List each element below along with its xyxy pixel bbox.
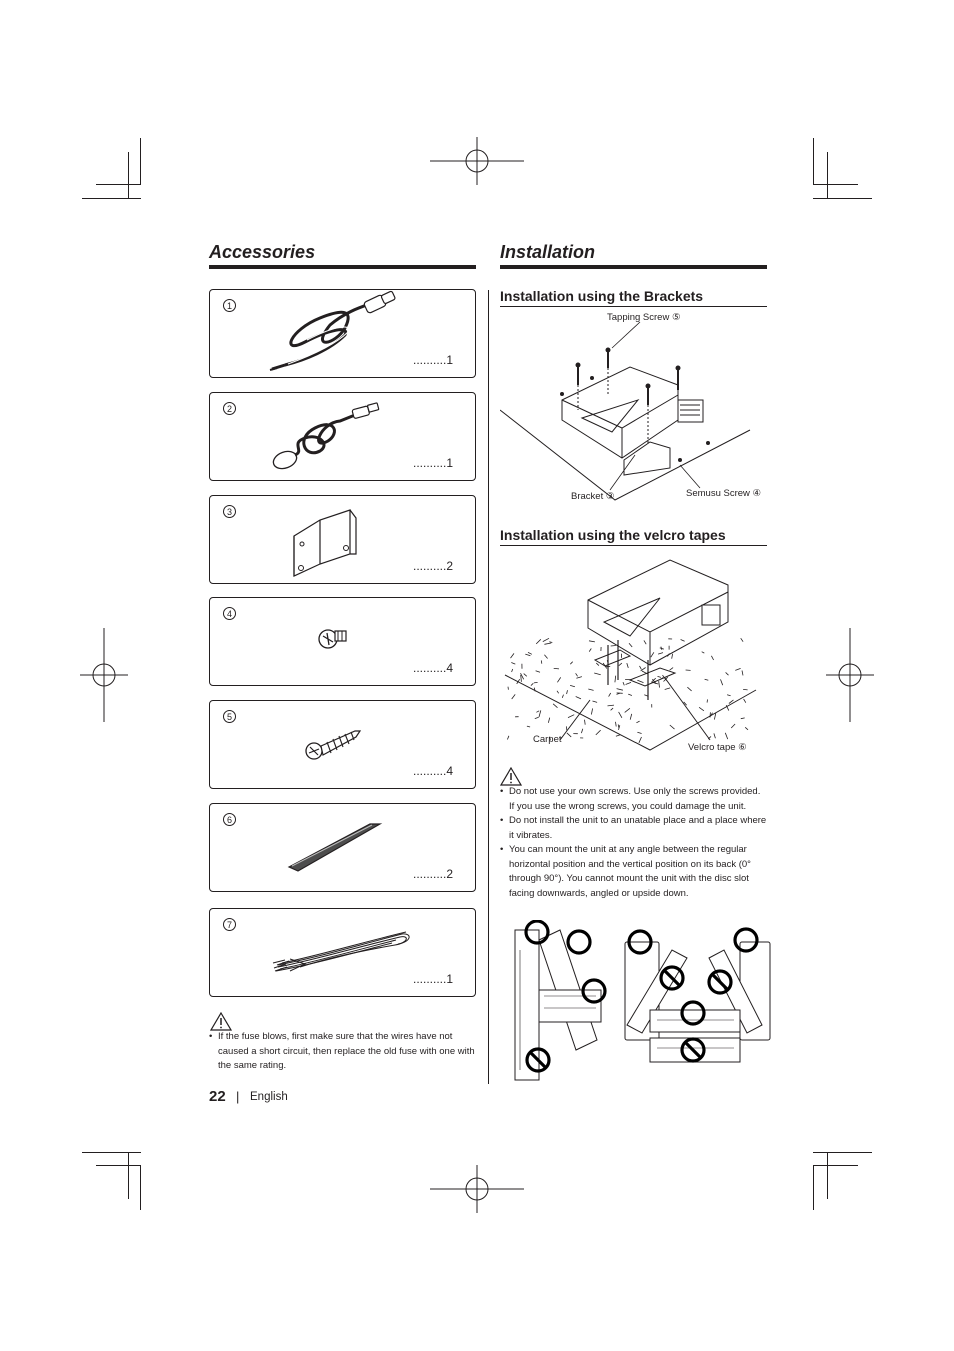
item-number: 7 — [223, 918, 236, 931]
item-number: 6 — [223, 813, 236, 826]
installation-title: Installation — [500, 242, 596, 262]
carpet-texture-stroke — [593, 701, 598, 702]
carpet-texture-stroke — [615, 676, 616, 683]
carpet-texture-stroke — [670, 725, 675, 729]
carpet-texture-stroke — [721, 679, 723, 685]
accessories-title: Accessories — [209, 242, 316, 262]
carpet-texture-stroke — [619, 712, 622, 718]
registration-mark-icon — [430, 1165, 524, 1213]
carpet-texture-stroke — [576, 673, 578, 676]
brackets-heading: Installation using the Brackets — [500, 288, 704, 304]
carpet-label: Carpet — [533, 734, 562, 745]
carpet-texture-stroke — [576, 697, 581, 699]
carpet-texture-stroke — [581, 729, 582, 733]
accessories-warning-list — [209, 1030, 477, 1074]
carpet-texture-stroke — [616, 735, 620, 737]
carpet-texture-stroke — [687, 687, 691, 691]
velcro-heading-rule — [500, 545, 767, 546]
carpet-texture-stroke — [714, 713, 715, 720]
carpet-texture-stroke — [659, 681, 660, 688]
carpet-texture-stroke — [525, 654, 530, 656]
column-divider — [488, 290, 489, 1084]
item-quantity: ..........1 — [413, 972, 454, 986]
carpet-texture-stroke — [637, 732, 641, 733]
item-number: 5 — [223, 710, 236, 723]
carpet-texture-stroke — [741, 718, 745, 719]
carpet-texture-stroke — [512, 669, 513, 672]
carpet-texture-stroke — [617, 689, 623, 691]
carpet-texture-stroke — [618, 724, 619, 727]
carpet-texture-stroke — [548, 718, 549, 723]
footer-separator: | — [236, 1089, 240, 1104]
carpet-texture-stroke — [670, 668, 674, 671]
carpet-texture-stroke — [628, 694, 632, 695]
warning-item: • If the fuse blows, first make sure that the wires have not caused a short circuit, then replace the old fuse with one with the same rating. — [209, 1030, 477, 1074]
accessory-item — [209, 392, 476, 481]
carpet-texture-stroke — [511, 653, 515, 658]
bracket-label: Bracket ③ — [571, 491, 615, 502]
carpet-texture-stroke — [608, 705, 615, 706]
carpet-texture-stroke — [611, 646, 616, 647]
carpet-texture-stroke — [570, 662, 572, 665]
tapping-screw-label: Tapping Screw ⑤ — [607, 312, 681, 323]
carpet-texture-stroke — [735, 668, 740, 670]
carpet-texture-stroke — [568, 715, 574, 718]
semusu-screw-label: Semusu Screw ④ — [686, 488, 762, 499]
footer-language: English — [250, 1091, 288, 1103]
carpet-texture-stroke — [534, 682, 538, 683]
warning-item: • Do not install the unit to an unatable place and a place where it vibrates. — [500, 814, 768, 843]
carpet-texture-stroke — [507, 736, 509, 740]
carpet-texture-stroke — [637, 680, 643, 682]
carpet-texture-stroke — [596, 663, 599, 666]
carpet-texture-stroke — [591, 708, 592, 714]
item-number: 1 — [223, 299, 236, 312]
carpet-texture-stroke — [623, 682, 624, 685]
carpet-texture-stroke — [544, 655, 547, 659]
item-quantity: ..........1 — [413, 353, 454, 367]
accessory-item — [209, 700, 476, 789]
registration-mark-icon — [826, 628, 874, 722]
carpet-texture-stroke — [639, 737, 642, 743]
carpet-texture-stroke — [585, 720, 586, 725]
carpet-texture-stroke — [702, 652, 705, 653]
installation-warning-list — [500, 785, 768, 901]
bracket-installation-diagram — [500, 310, 768, 510]
caution-icon — [210, 1012, 232, 1031]
accessory-item — [209, 908, 476, 997]
carpet-texture-stroke — [536, 711, 539, 713]
item-number: 3 — [223, 505, 236, 518]
accessories-title-rule — [209, 265, 476, 269]
carpet-texture-stroke — [553, 704, 557, 708]
carpet-texture-stroke — [531, 683, 533, 685]
brackets-heading-rule — [500, 306, 767, 307]
warning-item: • Do not use your own screws. Use only the screws provided. If you use the wrong screws, you could damage the unit. — [500, 785, 768, 814]
carpet-texture-stroke — [672, 654, 673, 659]
carpet-texture-stroke — [539, 710, 541, 717]
caution-icon — [500, 767, 522, 786]
carpet-texture-stroke — [521, 675, 522, 682]
carpet-texture-stroke — [594, 673, 601, 675]
mounting-angle-diagram — [512, 920, 772, 1084]
carpet-texture-stroke — [544, 643, 551, 644]
carpet-texture-stroke — [527, 726, 530, 727]
item-quantity: ..........1 — [413, 456, 454, 470]
carpet-texture-stroke — [596, 730, 601, 735]
carpet-texture-stroke — [567, 690, 568, 694]
carpet-texture-stroke — [625, 708, 630, 712]
accessory-item — [209, 495, 476, 584]
carpet-texture-stroke — [630, 714, 632, 720]
carpet-texture-stroke — [512, 694, 516, 699]
carpet-texture-stroke — [745, 727, 748, 730]
carpet-texture-stroke — [725, 733, 727, 739]
carpet-texture-stroke — [727, 695, 731, 696]
carpet-texture-stroke — [743, 689, 748, 690]
registration-mark-icon — [80, 628, 128, 722]
carpet-texture-stroke — [576, 677, 582, 679]
carpet-texture-stroke — [609, 693, 611, 697]
carpet-texture-stroke — [711, 656, 713, 660]
carpet-texture-stroke — [562, 695, 563, 698]
carpet-texture-stroke — [541, 660, 542, 663]
carpet-texture-stroke — [658, 676, 661, 677]
velcro-installation-diagram — [500, 550, 768, 760]
page-number: 22 — [209, 1088, 226, 1105]
carpet-texture-stroke — [731, 724, 735, 728]
carpet-texture-stroke — [543, 638, 549, 641]
velcro-heading: Installation using the velcro tapes — [500, 527, 726, 543]
carpet-texture-stroke — [549, 642, 552, 643]
carpet-texture-stroke — [626, 682, 631, 684]
item-quantity: ..........4 — [413, 764, 454, 778]
carpet-texture-stroke — [536, 671, 540, 673]
carpet-texture-stroke — [524, 674, 527, 677]
carpet-texture-stroke — [588, 689, 593, 690]
carpet-texture-stroke — [741, 638, 743, 642]
carpet-texture-stroke — [557, 677, 560, 682]
carpet-texture-stroke — [554, 668, 559, 669]
carpet-texture-stroke — [570, 685, 575, 686]
carpet-texture-stroke — [536, 639, 541, 644]
carpet-texture-stroke — [619, 663, 622, 666]
installation-title-rule — [500, 265, 767, 269]
carpet-texture-stroke — [627, 663, 629, 668]
item-number: 2 — [223, 402, 236, 415]
carpet-texture-stroke — [535, 717, 539, 718]
accessory-item — [209, 289, 476, 378]
accessory-item — [209, 803, 476, 892]
registration-mark-icon — [430, 137, 524, 185]
carpet-texture-stroke — [744, 699, 746, 703]
warning-item: • You can mount the unit at any angle between the regular horizontal position and the vertical position on its back (0° through 90°). You cannot mount the unit with the disc slot facing downwards, angled or upside down. — [500, 843, 768, 901]
carpet-texture-stroke — [589, 641, 595, 642]
item-quantity: ..........2 — [413, 559, 454, 573]
carpet-texture-stroke — [511, 663, 515, 665]
carpet-texture-stroke — [528, 652, 532, 654]
carpet-texture-stroke — [742, 671, 743, 676]
carpet-texture-stroke — [726, 672, 729, 675]
carpet-texture-stroke — [705, 679, 709, 680]
carpet-texture-stroke — [640, 666, 642, 670]
item-quantity: ..........4 — [413, 661, 454, 675]
carpet-texture-stroke — [611, 708, 614, 710]
item-number: 4 — [223, 607, 236, 620]
carpet-texture-stroke — [589, 649, 591, 652]
carpet-texture-stroke — [534, 688, 535, 692]
carpet-texture-stroke — [714, 733, 716, 738]
velcro-tape-label: Velcro tape ⑥ — [688, 742, 747, 753]
item-quantity: ..........2 — [413, 867, 454, 881]
carpet-texture-stroke — [636, 721, 639, 723]
carpet-texture-stroke — [642, 671, 647, 674]
carpet-texture-stroke — [616, 722, 617, 727]
carpet-texture-stroke — [665, 688, 671, 690]
carpet-texture-stroke — [699, 707, 704, 711]
carpet-texture-stroke — [567, 733, 571, 737]
carpet-texture-stroke — [557, 691, 559, 694]
accessory-item — [209, 597, 476, 686]
